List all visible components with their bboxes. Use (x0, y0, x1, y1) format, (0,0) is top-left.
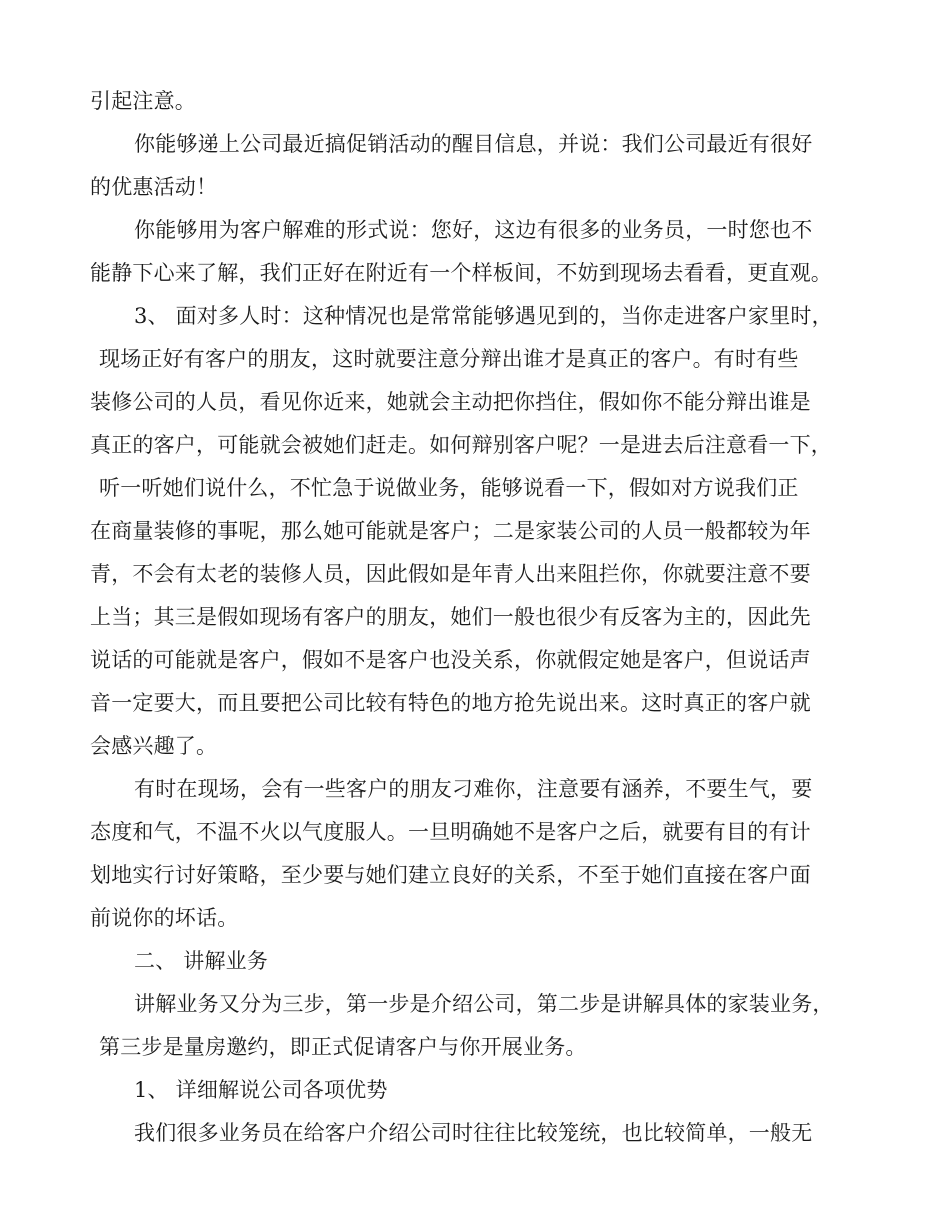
text-line: 3、 面对多人时：这种情况也是常常能够遇见到的，当你走进客户家里时， (134, 304, 833, 328)
text-line: 有时在现场，会有一些客户的朋友刁难你，注意要有涵养，不要生气，要 (134, 777, 813, 801)
text-line: 你能够用为客户解难的形式说：您好，这边有很多的业务员，一时您也不 (134, 218, 813, 242)
text-line: 你能够递上公司最近搞促销活动的醒目信息，并说：我们公司最近有很好 (134, 132, 813, 156)
text-line: 听一听她们说什么，不忙急于说做业务，能够说看一下，假如对方说我们正 (99, 476, 799, 500)
text-line: 前说你的坏话。 (90, 906, 239, 930)
text-line: 现场正好有客户的朋友，这时就要注意分辩出谁才是真正的客户。有时有些 (99, 347, 799, 371)
text-line: 真正的客户，可能就会被她们赶走。如何辩别客户呢？一是进去后注意看一下， (90, 433, 832, 457)
text-line: 引起注意。 (90, 89, 196, 113)
text-line: 能静下心来了解，我们正好在附近有一个样板间，不妨到现场去看看，更直观。 (90, 261, 832, 285)
text-line: 上当；其三是假如现场有客户的朋友，她们一般也很少有反客为主的，因此先 (90, 605, 811, 629)
text-line: 音一定要大，而且要把公司比较有特色的地方抢先说出来。这时真正的客户就 (90, 691, 811, 715)
text-line: 装修公司的人员，看见你近来，她就会主动把你挡住，假如你不能分辩出谁是 (90, 390, 811, 414)
text-line: 在商量装修的事呢，那么她可能就是客户；二是家装公司的人员一般都较为年 (90, 519, 811, 543)
section-heading: 二、 讲解业务 (134, 949, 269, 973)
text-line: 态度和气，不温不火以气度服人。一旦明确她不是客户之后，就要有目的有计 (90, 820, 811, 844)
text-line: 的优惠活动！ (90, 175, 218, 199)
text-line: 青，不会有太老的装修人员，因此假如是年青人出来阻拦你，你就要注意不要 (90, 562, 811, 586)
text-line: 会感兴趣了。 (90, 734, 218, 758)
text-line: 我们很多业务员在给客户介绍公司时往往比较笼统，也比较简单，一般无 (134, 1121, 813, 1145)
text-line: 划地实行讨好策略，至少要与她们建立良好的关系，不至于她们直接在客户面 (90, 863, 811, 887)
subsection-heading: 1、 详细解说公司各项优势 (134, 1078, 388, 1102)
text-line: 第三步是量房邀约，即正式促请客户与你开展业务。 (99, 1035, 587, 1059)
text-line: 说话的可能就是客户，假如不是客户也没关系，你就假定她是客户，但说话声 (90, 648, 811, 672)
text-line: 讲解业务又分为三步，第一步是介绍公司，第二步是讲解具体的家装业务， (134, 992, 834, 1016)
